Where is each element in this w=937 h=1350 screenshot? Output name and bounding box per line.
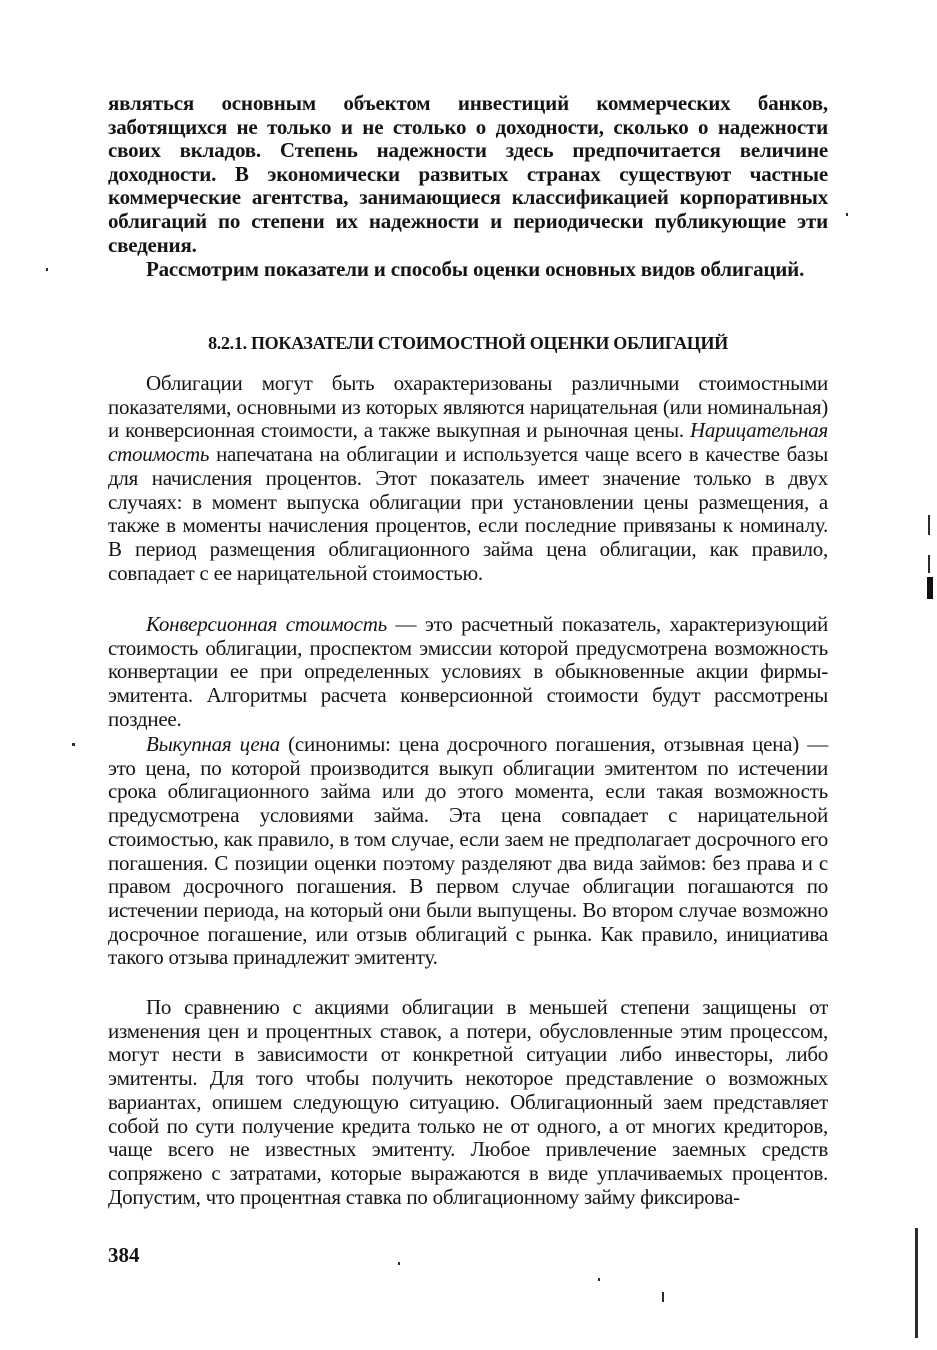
nominal-value-text: [108, 372, 828, 585]
scan-artifact: [598, 1278, 600, 1281]
scan-artifact: [915, 1228, 918, 1338]
para2-rest: — это расчетный показатель, характеризующий стоимость облигации, проспектом эмиссии которой предусмотрена возможность конвертации ее при определенных условиях в обыкновенные акции фирмы-эмитента. Алгоритмы расчета конверсионной стоимости будут рассмотрены позднее.: [108, 612, 828, 731]
nominal-value-paragraph: [108, 372, 828, 585]
comparison-text: По сравнению с акциями облигации в меньшей степени защищены от изменения цен и процентных ставок, а потери, обусловленные этим процессом, могут нести в зависимости от конкретной ситуации либо инвесторы, либо эмитенты. Для того чтобы получить некоторое представление о возможных вариантах, опишем следующую ситуацию. Облигационный заем представляет собой по сути получение кредита только не от одного, а от многих кредиторов, чаще всего не известных эмитенту. Любое привлечение заемных средств сопряжено с затратами, которые выражаются в виде уплачиваемых процентов. Допустим, что процентная ставка по облигационному займу фиксирова-: [108, 995, 828, 1209]
scan-artifact: [927, 577, 933, 599]
term-nominal-value: Нарицательная стоимость: [108, 418, 828, 467]
redemption-price-paragraph: [108, 733, 828, 970]
intro-text: являться основным объектом инвестиций коммерческих банков, заботящихся не только и не столько о доходности, сколько о надежности своих вкладов. Степень надежности здесь предпочитается величине доходности. В экономически развитых странах существуют частные коммерческие агентства, занимающиеся классификацией корпоративных облигаций по степени их надежности и периодически публикующие эти сведения.: [108, 91, 828, 257]
scan-artifact: [928, 515, 930, 535]
para1-start: Облигации могут быть охарактеризованы различными стоимостными показателями, основными из которых являются нарицательная (или номинальная) и конверсионная стоимости, а также выкупная и рыночная цены.: [108, 371, 828, 443]
scan-artifact: [398, 1262, 400, 1265]
intro-paragraph: [108, 92, 828, 257]
term-redemption-price: Выкупная цена: [146, 732, 280, 756]
section-heading: 8.2.1. ПОКАЗАТЕЛИ СТОИМОСТНОЙ ОЦЕНКИ ОБЛИГАЦИЙ: [208, 333, 728, 353]
term-conversion-value: Конверсионная стоимость: [146, 612, 387, 636]
scan-artifact: [662, 1292, 664, 1302]
scan-artifact: [846, 213, 848, 216]
consider-text: Рассмотрим показатели и способы оценки основных видов облигаций.: [146, 257, 805, 281]
para3-rest: (синонимы: цена досрочного погашения, отзывная цена) — это цена, по которой производится выкуп облигации эмитентом по истечении срока облигационного займа или до этого момента, если такая возможность предусмотрена условиями займа. Эта цена совпадает с нарицательной стоимостью, как правило, в том случае, если заем не предполагает досрочного его погашения. С позиции оценки поэтому разделяют два вида займов: без права и с правом досрочного погашения. В первом случае облигации погашаются по истечении периода, на который они были выпущены. Во втором случае возможно досрочное погашение, или отзыв облигаций с рынка. Как правило, инициатива такого отзыва принадлежит эмитенту.: [108, 732, 828, 970]
page-number: 384: [108, 1243, 140, 1267]
scan-artifact: [928, 555, 930, 573]
conversion-value-paragraph: [108, 613, 828, 732]
consider-paragraph: [108, 258, 828, 282]
scan-artifact: [72, 743, 75, 746]
scan-artifact: [46, 268, 48, 271]
conversion-value-text: [108, 613, 828, 732]
para1-rest: напечатана на облигации и используется чаще всего в качестве базы для начисления процентов. Этот показатель имеет значение только в двух случаях: в момент выпуска облигации при установлении цены размещения, а также в моменты начисления процентов, если последние привязаны к номиналу. В период размещения облигационного займа цена облигации, как правило, совпадает с ее нарицательной стоимостью.: [108, 442, 828, 585]
comparison-paragraph: [108, 996, 828, 1209]
redemption-price-text: [108, 733, 828, 970]
